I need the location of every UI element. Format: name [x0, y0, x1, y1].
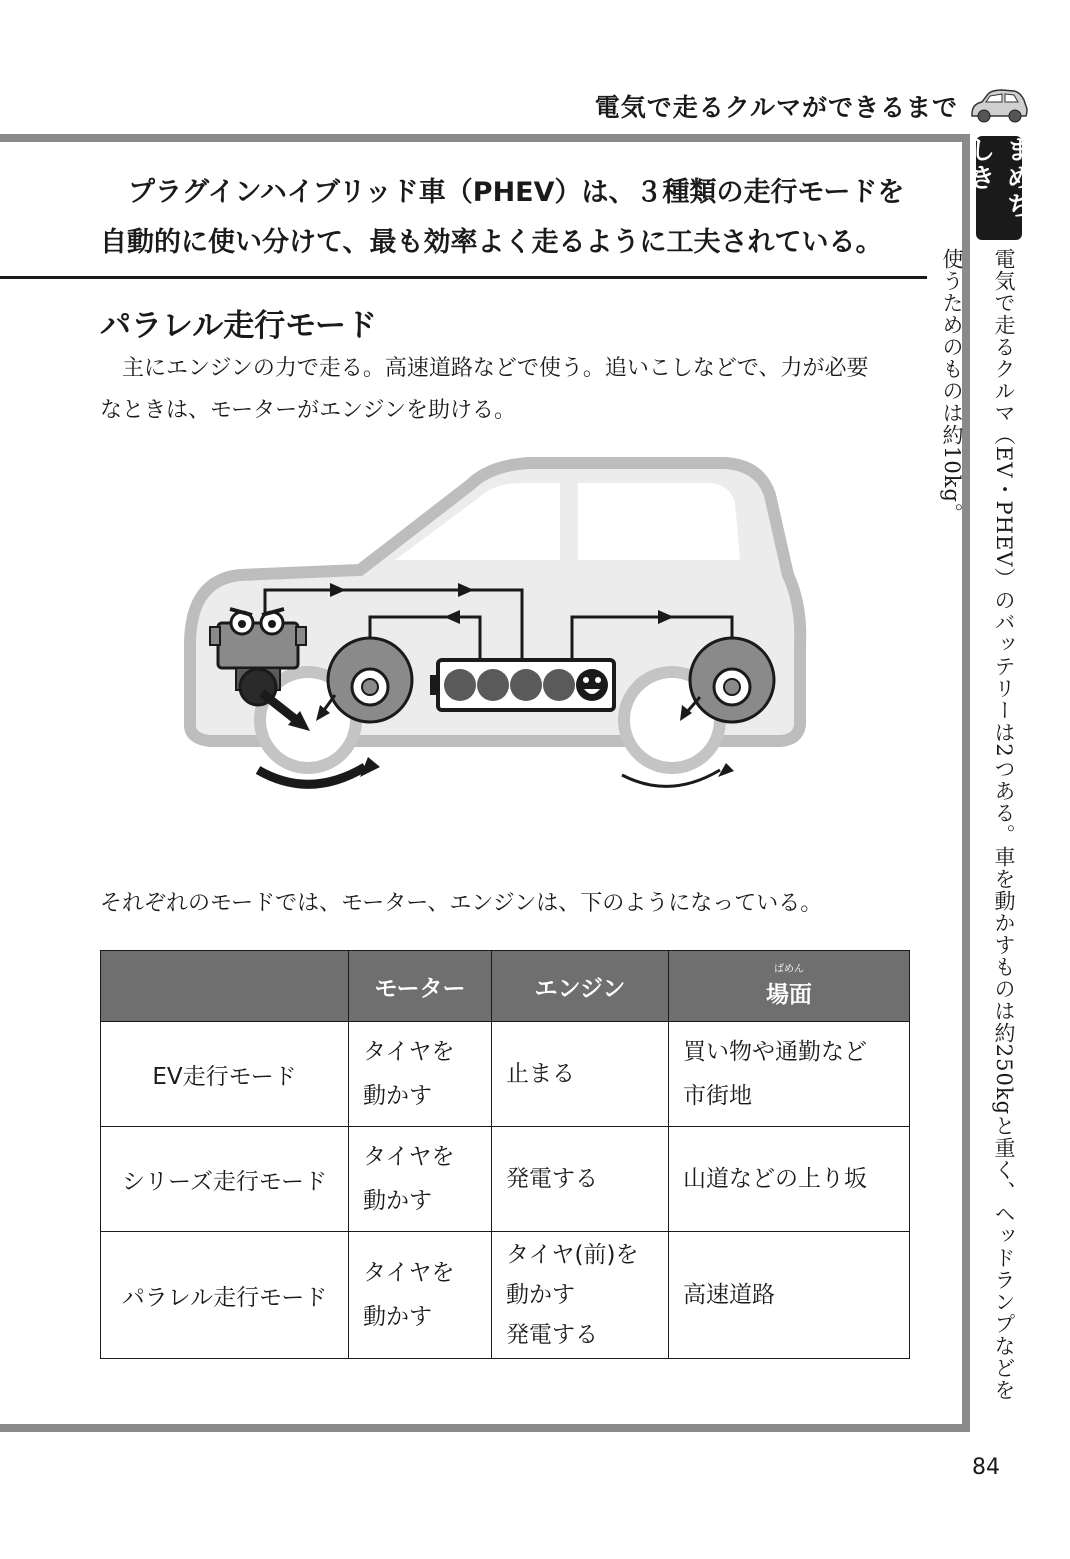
header-engine: エンジン — [492, 951, 669, 1022]
divider — [0, 276, 927, 279]
intro-line-1: プラグインハイブリッド車（PHEV）は、３種類の走行モードを — [128, 177, 905, 208]
trivia-label: まめちしき — [976, 136, 1022, 240]
header-scene — [669, 951, 910, 1022]
table-row — [101, 1022, 910, 1127]
engine-cell: 止まる — [492, 1022, 669, 1127]
section-body — [100, 348, 930, 432]
table-row — [101, 1127, 910, 1232]
motor-cell: タイヤを 動かす — [349, 1232, 492, 1359]
scene-cell: 山道などの上り坂 — [669, 1127, 910, 1232]
table-row — [101, 1232, 910, 1359]
mode-name: EV走行モード — [101, 1022, 349, 1127]
engine-cell: タイヤ(前)を 動かす 発電する — [492, 1232, 669, 1359]
frame-top — [0, 134, 970, 142]
window-rear — [578, 483, 740, 560]
car-icon — [968, 86, 1030, 126]
header-motor: モーター — [349, 951, 492, 1022]
battery-character — [430, 660, 614, 710]
scene-label: 場面 — [766, 981, 812, 1008]
table-header-row — [101, 951, 910, 1022]
page-number: 84 — [972, 1455, 1000, 1480]
frame-bottom — [0, 1424, 970, 1432]
chapter-title: 電気で走るクルマができるまで — [594, 93, 958, 122]
section-heading: パラレル走行モード — [100, 308, 377, 344]
scene-cell: 高速道路 — [669, 1232, 910, 1359]
mode-name: パラレル走行モード — [101, 1232, 349, 1359]
mode-name: シリーズ走行モード — [101, 1127, 349, 1232]
scene-ruby: ばめん — [774, 963, 804, 975]
mode-table — [100, 950, 910, 1359]
section-body-line-2: なときは、モーターがエンジンを助ける。 — [100, 398, 517, 423]
motor-cell: タイヤを 動かす — [349, 1022, 492, 1127]
intro-line-2: 自動的に使い分けて、最も効率よく走るように工夫されている。 — [100, 227, 883, 258]
engine-cell: 発電する — [492, 1127, 669, 1232]
section-body-line-1: 主にエンジンの力で走る。高速道路などで使う。追いこしなどで、力が必要 — [122, 356, 869, 381]
scene-cell: 買い物や通勤など 市街地 — [669, 1022, 910, 1127]
trivia-text: 電気で走るクルマ（EV・PHEV）のバッテリーは2つある。車を動かすものは約250kgと重く、ヘッドランプなどを使うためのものは約10kg。 — [940, 248, 1016, 1402]
parallel-mode-diagram — [170, 455, 810, 805]
intro-paragraph — [100, 168, 940, 268]
modes-intro: それぞれのモードでは、モーター、エンジンは、下のようになっている。 — [100, 891, 823, 916]
header-blank — [101, 951, 349, 1022]
motor-cell: タイヤを 動かす — [349, 1127, 492, 1232]
